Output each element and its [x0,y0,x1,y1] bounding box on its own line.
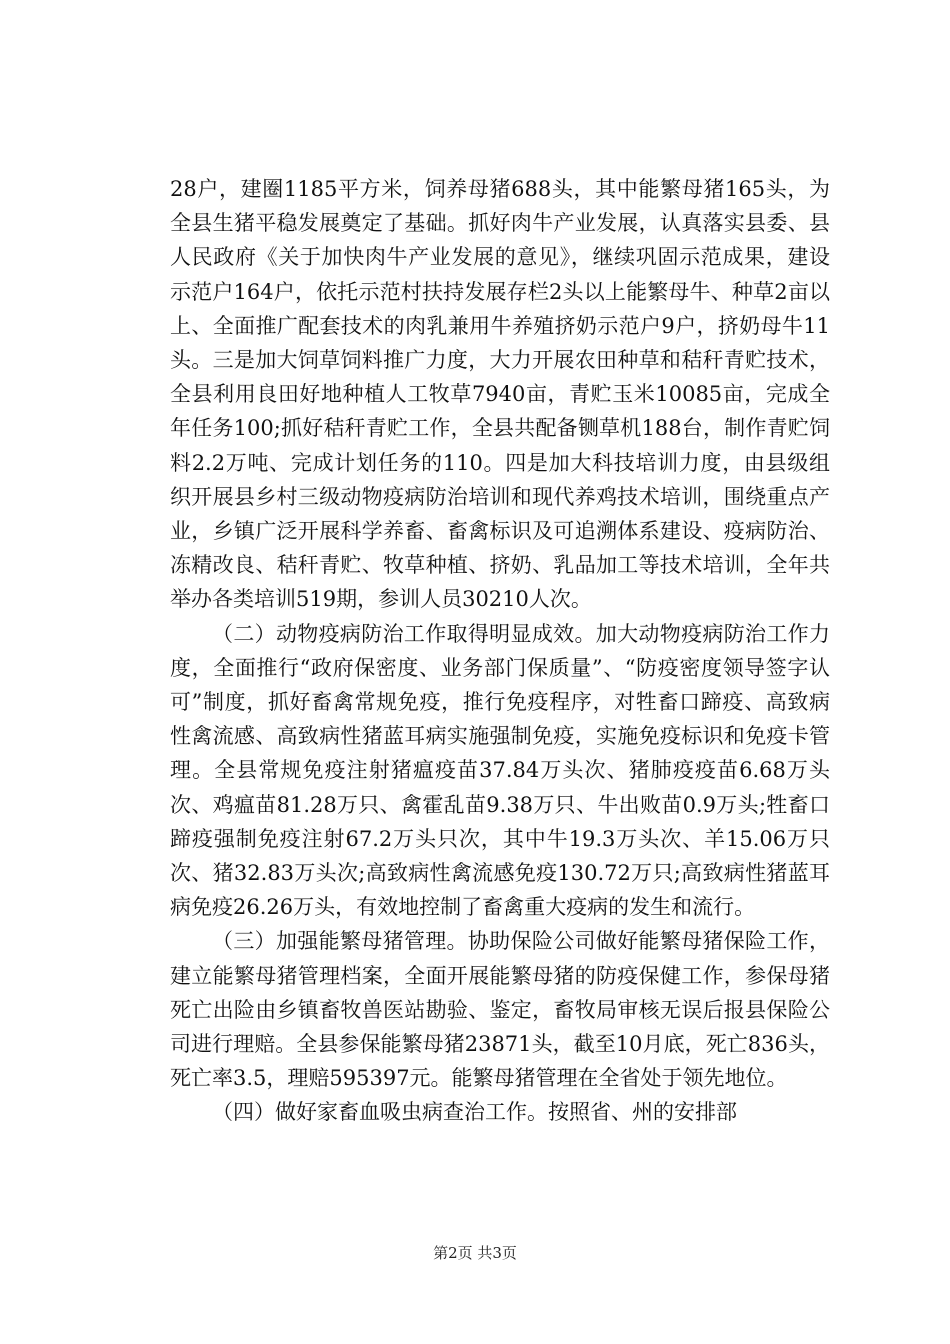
paragraph-continued: 28户，建圈1185平方米，饲养母猪688头，其中能繁母猪165头，为全县生猪平稳发展奠定了基础。抓好肉牛产业发展，认真落实县委、县人民政府《关于加快肉牛产业发展的意见》，继续巩固示范成果，建设示范户164户，依托示范村扶持发展存栏2头以上能繁母牛、种草2亩以上、全面推广配套技术的肉乳兼用牛养殖挤奶示范户9户，挤奶母牛11头。三是加大饲草饲料推广力度，大力开展农田种草和秸秆青贮技术，全县利用良田好地种植人工牧草7940亩，青贮玉米10085亩，完成全年任务100;抓好秸秆青贮工作，全县共配备铡草机188台，制作青贮饲料2.2万吨、完成计划任务的110。四是加大科技培训力度，由县级组织开展县乡村三级动物疫病防治培训和现代养鸡技术培训，围绕重点产业，乡镇广泛开展科学养畜、畜禽标识及可追溯体系建设、疫病防治、冻精改良、秸秆青贮、牧草种植、挤奶、乳品加工等技术培训，全年共举办各类培训519期，参训人员30210人次。 [170,177,830,612]
page-number-footer: 第2页 共3页 [433,1244,517,1262]
document-body [170,172,830,1130]
paragraph-section-3: （三）加强能繁母猪管理。协助保险公司做好能繁母猪保险工作，建立能繁母猪管理档案，全面开展能繁母猪的防疫保健工作，参保母猪死亡出险由乡镇畜牧兽医站勘验、鉴定，畜牧局审核无误后报县保险公司进行理赔。全县参保能繁母猪23871头，截至10月底，死亡836头，死亡率3.5，理赔595397元。能繁母猪管理在全省处于领先地位。 [170,929,830,1091]
paragraph-section-4: （四）做好家畜血吸虫病查治工作。按照省、州的安排部 [212,1100,737,1125]
paragraph-section-2: （二）动物疫病防治工作取得明显成效。加大动物疫病防治工作力度，全面推行“政府保密度、业务部门保质量”、“防疫密度领导签字认可”制度，抓好畜禽常规免疫，推行免疫程序，对牲畜口蹄疫、高致病性禽流感、高致病性猪蓝耳病实施强制免疫，实施免疫标识和免疫卡管理。全县常规免疫注射猪瘟疫苗37.84万头次、猪肺疫疫苗6.68万头次、鸡瘟苗81.28万只、禽霍乱苗9.38万只、牛出败苗0.9万头;牲畜口蹄疫强制免疫注射67.2万头只次，其中牛19.3万头次、羊15.06万只次、猪32.83万头次;高致病性禽流感免疫130.72万只;高致病性猪蓝耳病免疫26.26万头，有效地控制了畜禽重大疫病的发生和流行。 [170,621,830,920]
